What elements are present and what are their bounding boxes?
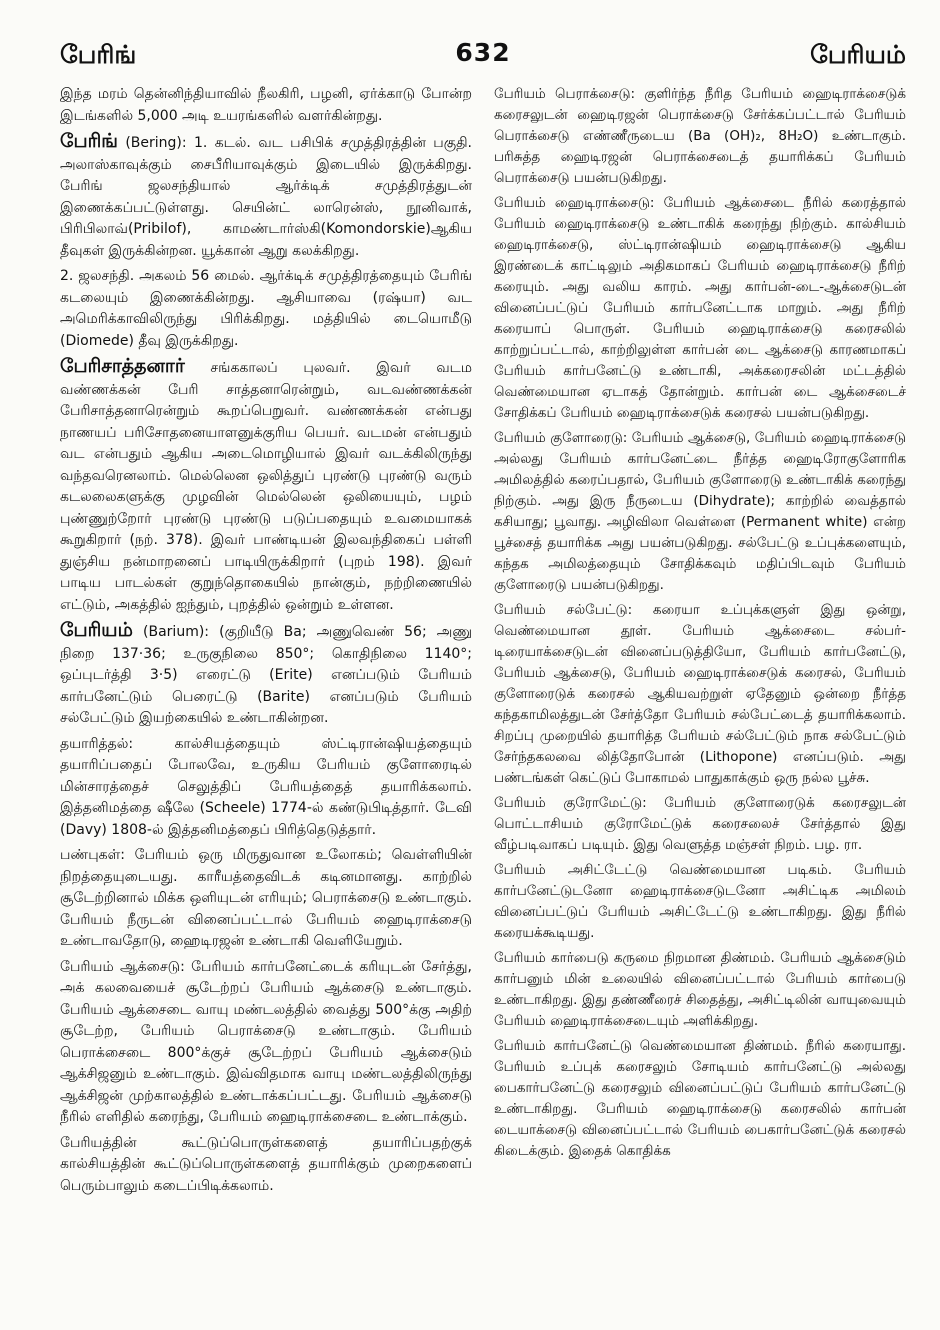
paragraph: பண்புகள்: பேரியம் ஒரு மிருதுவான உலோகம்; வெள்ளியின் நிறத்தையுடையது. காரீயத்தைவிடக் கடினமானது. காற்றில் சூடேற்றினால் மிக்க ஒளியுடன் எரியும்; பெராக்சைடு உண்டாகும். பேரியம் நீருடன் வினைப்பட்டால் பேரியம் ஹைடிராக்சைடு உண்டாவதோடு, ஹைடிரஜன் உண்டாகி வெளியேறும். [60,847,472,949]
paragraph: பேரியம் அசிட்டேட்டு வெண்மையான படிகம். பேரியம் கார்பனேட்டுடனோ ஹைடிராக்சைடுடனோ அசிட்டிக அமிலம் வினைப்பட்டுப் பேரியம் அசிட்டேட்டு உண்டாகிறது. இது நீரில் கரையக்கூடியது. [494,862,906,941]
paragraph: தயாரித்தல்: கால்சியத்தையும் ஸ்ட்டிரான்ஷியத்தையும் தயாரிப்பதைப் போலவே, உருகிய பேரியம் குளோரைடில் மின்சாரத்தைச் செலுத்திப் பேரியத்தைத் தயாரிக்கலாம். இத்தனிமத்தை ஷீலே (Scheele) 1774-ல் கண்டுபிடித்தார். டேவி (Davy) 1808-ல் இத்தனிமத்தைப் பிரித்தெடுத்தார். [60,735,472,838]
paragraph: 2. ஜலசந்தி. அகலம் 56 மைல். ஆர்க்டிக் சமுத்திரத்தையும் பேரிங் கடலையும் இணைக்கின்றது. ஆசியாவை (ரஷ்யா) வட அமெரிக்காவிலிருந்து பிரிக்கிறது. மத்தியில் டையொமீடு (Diomede) தீவு இருக்கிறது. [60,268,472,349]
running-head-right: பேரியம் [810,40,906,69]
paragraph: பேரியத்தின் கூட்டுப்பொருள்களைத் தயாரிப்பதற்குக் கால்சியத்தின் கூட்டுப்பொருள்களைத் தயாரிக்கும் முறைகளைப் பெரும்பாலும் கடைப்பிடிக்கலாம். [60,1134,472,1194]
paragraph: பேரியம் கார்பனேட்டு வெண்மையான திண்மம். நீரில் கரையாது. பேரியம் உப்புக் கரைசலும் சோடியம் கார்பனேட்டு அல்லது பைகார்பனேட்டு கரைசலும் வினைப்பட்டுப் பேரியம் கார்பனேட்டு உண்டாகிறது. பேரியம் ஹைடிராக்சைடு கரைசலில் கார்பன் டையாக்சைடு வினைப்பட்டால் பேரியம் பைகார்பனேட்டுக் கரைசல் கிடைக்கும். இதைக் கொதிக்க [494,1038,906,1159]
paragraph: பேரியம் சல்பேட்டு: கரையா உப்புக்களுள் இது ஒன்று, வெண்மையான தூள். பேரியம் ஆக்சைடை சல்பர்-டிரையாக்சைடுடன் வினைப்படுத்தியோ, பேரியம் கார்பனேட்டு, பேரியம் ஆக்சைடு, பேரியம் ஹைடிராக்சைடுக் கரைசல், பேரியம் குளோரைடுக் கரைசல் ஆகியவற்றுள் ஏதேனும் ஒன்றை நீர்த்த கந்தகாமிலத்துடன் சேர்த்தோ பேரியம் சல்பேட்டைத் தயாரிக்கலாம். சிறப்பு முறையில் தயாரித்த பேரியம் சல்பேட்டும் நாக சல்பேட்டும் சேர்ந்தகலவை லித்தோபோன் (Lithopone) எனப்படும். அது பண்டங்கள் கெட்டுப் போகாமல் பாதுகாக்கும் ஒரு நல்ல பூச்சு. [494,602,906,786]
paragraph: பேரியம் ஹைடிராக்சைடு: பேரியம் ஆக்சைடை நீரில் கரைத்தால் பேரியம் ஹைடிராக்சைடு உண்டாகிக் கரைந்து நிற்கும். கால்சியம் ஹைடிராக்சைடு, ஸ்ட்டிரான்ஷியம் ஹைடிராக்சைடு ஆகிய இரண்டைக் காட்டிலும் அதிகமாகப் பேரியம் ஹைடிராக்சைடு நீரிற் கரையும். அது வலிய காரம். அது கார்பன்-டை-ஆக்சைடுடன் வினைப்பட்டுப் பேரியம் கார்பனேட்டாக மாறும். அது நீரிற் கரையாப் பொருள். பேரியம் ஹைடிராக்சைடு கரைசலில் காற்றுப்பட்டால், காற்றிலுள்ள கார்பன் டை ஆக்சைடு காரணமாகப் பேரியம் கார்பனேட்டு உண்டாகி, அக்கரைசலின் மட்டத்தில் வெண்மையான ஏடாகத் தோன்றும். கார்பன் டை ஆக்சைடைச் சோதிக்கப் பேரியம் ஹைடிராக்சைடுக் கரைசல் பயன்படுகிறது. [494,195,906,421]
page-header [60,30,906,76]
paragraph: பேரியம் பெராக்சைடு: குளிர்ந்த நீரித பேரியம் ஹைடிராக்சைடுக் கரைசலுடன் ஹைடிரஜன் பெராக்சைடு சேர்க்கப்பட்டால் பேரியம் பெராக்சைடு எண்ணீருடைய (Ba (OH)₂, 8H₂O) உண்டாகும். பரிசுத்த ஹைடிரஜன் பெராக்சைடைத் தயாரிக்கப் பேரியம் பெராக்சைடு பயன்படுகிறது. [494,86,906,186]
entry-barium: பேரியம் (Barium): (குறியீடு Ba; அணுவெண் 56; அணு நிறை 137·36; உருகுநிலை 850°; கொதிநிலை 1140°; ஒப்புடர்த்தி 3·5) எரைட்டு (Erite) எனப்படும் பேரியம் கார்பனேட்டும் பெரைட்டு (Barite) எனப்படும் பேரியம் சல்பேட்டும் இயற்கையில் உண்டாகின்றன. [60,619,472,726]
entry-bering: பேரிங் (Bering): 1. கடல். வட பசிபிக் சமுத்திரத்தின் பகுதி. அலாஸ்காவுக்கும் சைபீரியாவுக்கும் இடையில் இருக்கிறது. பேரிங் ஜலசந்தியால் ஆர்க்டிக் சமுத்திரத்துடன் இணைக்கப்பட்டுள்ளது. செயின்ட் லாரென்ஸ், நூனிவாக், பிரிபிலாவ்(Pribilof), காமண்டார்ஸ்கி(Komondorskie)ஆகிய தீவுகள் இருக்கின்றன. யூக்கான் ஆறு கலக்கிறது. [60,130,472,259]
headword: பேரிசாத்தனார் [60,355,185,377]
left-column [60,84,472,1201]
entry-perisaththanar: பேரிசாத்தனார் சங்ககாலப் புலவர். இவர் வடம வண்ணக்கன் பேரி சாத்தனாரென்றும், வடவண்ணக்கன் பேரிசாத்தனாரென்றும் கூறப்பெறுவர். வண்ணக்கன் என்பது நாணயப் பரிசோதனையாளனுக்குரிய பெயர். வடமன் என்பதும் வட என்பதும் ஆகிய அடைமொழியால் இவர் வடக்கிலிருந்து வந்தவரெனலாம். மெல்லென ஒலித்துப் புரண்டு புரண்டு வரும் கடலலைகளுக்கு முழவின் மெல்லென் ஒலியையும், பழம் புண்ணுற்றோர் புரண்டு புரண்டு படுப்பதையும் உவமையாகக் கூறுகிறார் (நற். 378). இவர் பாண்டியன் இலவந்திகைப் பள்ளி துஞ்சிய நன்மாறனைப் பாடியிருக்கிறார் (புறம் 198). இவர் பாடிய பாடல்கள் குறுந்தொகையில் நான்கும், நற்றிணையில் எட்டும், அகத்தில் ஐந்தும், புறத்தில் ஒன்றும் உள்ளன. [60,355,472,613]
running-head-left: பேரிங் [60,40,137,69]
paragraph: பேரியம் கார்பைடு கருமை நிறமான திண்மம். பேரியம் ஆக்சைடும் கார்பனும் மின் உலையில் வினைப்பட்டால் பேரியம் கார்பைடு உண்டாகிறது. இது தண்ணீரைச் சிதைத்து, அசிட்டிலின் வாயுவையும் பேரியம் ஹைடிராக்சைடையும் அளிக்கிறது. [494,950,906,1029]
headword: பேரியம் [60,619,133,641]
text-columns [60,84,906,1201]
paragraph: பேரியம் குரோமேட்டு: பேரியம் குளோரைடுக் கரைசலுடன் பொட்டாசியம் குரோமேட்டுக் கரைசலைச் சேர்த்தால் இது வீழ்படிவாகப் படியும். இது வெளுத்த மஞ்சள் நிறம். பழ. ரா. [494,795,906,853]
paragraph: பேரியம் ஆக்சைடு: பேரியம் கார்பனேட்டைக் கரியுடன் சேர்த்து, அக் கலவையைச் சூடேற்றப் பேரியம் ஆக்சைடு உண்டாகும். பேரியம் ஆக்சைடை வாயு மண்டலத்தில் வைத்து 500°க்கு அதிற் சூடேற்ற, பேரியம் பெராக்சைடு உண்டாகும். பேரியம் பெராக்சைடை 800°க்குச் சூடேற்றப் பேரியம் ஆக்சைடும் ஆக்சிஜனும் உண்டாகும். இவ்விதமாக வாயு மண்டலத்திலிருந்து ஆக்சிஜன் முற்காலத்தில் உண்டாக்கப்பட்டது. பேரியம் ஆக்சைடு நீரில் எளிதில் கரைந்து, பேரியம் ஹைடிராக்சைடை உண்டாக்கும். [60,958,472,1125]
paragraph: பேரியம் குளோரைடு: பேரியம் ஆக்சைடு, பேரியம் ஹைடிராக்சைடு அல்லது பேரியம் கார்பனேட்டை நீர்த்த ஹைடிரோகுளோரிக அமிலத்தில் கரைப்பதால், பேரியம் குளோரைடு உண்டாகிக் கரைந்து நிற்கும். அது இரு நீருடைய (Dihydrate); காற்றில் வைத்தால் கசியாது; பூவாது. அழிவிலா வெள்ளை (Permanent white) என்ற பூச்சைத் தயாரிக்க அது பயன்படுகிறது. சல்பேட்டு உப்புக்களையும், கந்தக அமிலத்தையும் சோதிக்கவும் மதிப்பிடவும் பேரியம் குளோரைடு பயன்படுகிறது. [494,430,906,593]
paragraph: இந்த மரம் தென்னிந்தியாவில் நீலகிரி, பழனி, ஏர்க்காடு போன்ற இடங்களில் 5,000 அடி உயரங்களில் வளர்கின்றது. [60,86,472,124]
right-column [494,84,906,1201]
page-number: 632 [455,38,511,67]
headword: பேரிங் [60,130,118,152]
